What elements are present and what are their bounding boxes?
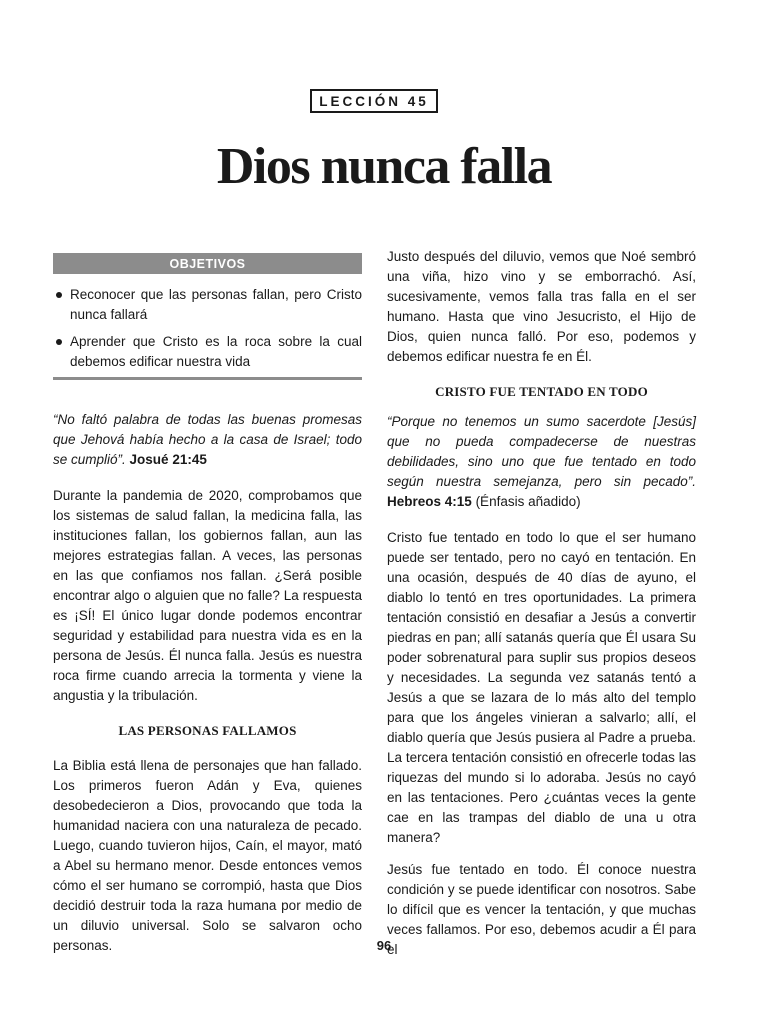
objectives-divider (53, 377, 362, 380)
objective-text: Aprender que Cristo es la roca sobre la cual debemos edificar nuestra vida (70, 334, 362, 369)
objective-item (53, 285, 362, 325)
verse-quote: “Porque no tenemos un sumo sacerdote [Jesús] que no pueda compadecerse de nuestras debilidades, sino uno que fue tentado en todo según nuestra semejanza, pero sin pecado”. (387, 414, 696, 489)
verse-block (387, 412, 696, 512)
verse-quote: “No faltó palabra de todas las buenas promesas que Jehová había hecho a la casa de Israel; todo se cumplió”. (53, 412, 362, 467)
left-column (53, 410, 362, 956)
verse-block (53, 410, 362, 470)
page-number: 96 (376, 938, 392, 953)
lesson-label: LECCIÓN 45 (310, 89, 438, 113)
verse-reference: Hebreos 4:15 (387, 494, 472, 509)
body-paragraph: La Biblia está llena de personajes que han fallado. Los primeros fueron Adán y Eva, quienes desobedecieron a Dios, provocando que toda la humanidad naciera con una naturaleza de pecado. Luego, cuando tuvieron hijos, Caín, el mayor, mató a Abel su hermano menor. Desde entonces vemos cómo el ser humano se corrompió, hasta que Dios decidió destruir toda la raza humana por medio de un diluvio universal. Solo se salvaron ocho personas. (53, 758, 362, 953)
objectives-list (53, 285, 362, 379)
objectives-heading: OBJETIVOS (53, 253, 362, 274)
right-column (387, 247, 696, 960)
body-paragraph: Justo después del diluvio, vemos que Noé sembró una viña, hizo vino y se emborrachó. Así, sucesivamente, vemos falla tras falla en el ser humano. Hasta que vino Jesucristo, el Hijo de Dios, quien nunca falló. Por eso, podemos y debemos edificar nuestra fe en Él. (387, 249, 696, 364)
bullet-icon (56, 339, 62, 345)
objective-text: Reconocer que las personas fallan, pero Cristo nunca fallará (70, 287, 362, 322)
objective-item (53, 332, 362, 372)
verse-note: (Énfasis añadido) (475, 494, 581, 509)
bullet-icon (56, 292, 62, 298)
body-paragraph: Cristo fue tentado en todo lo que el ser humano puede ser tentado, pero no cayó en tentación. En una ocasión, después de 40 días de ayuno, el diablo lo tentó en tres oportunidades. La primera tentación consistió en desafiar a Jesús a convertir piedras en pan; allí satanás quería que Él usara Su poder sobrenatural para suplir sus propios deseos y necesidades. La segunda vez satanás tentó a Jesús a que se lazara de lo más alto del templo para que los ángeles vinieran a salvarlo; allí, el diablo quería que Jesús pusiera al Padre a prueba. La tercera tentación consistió en ofrecerle todas las riquezas del mundo si lo adoraba. Jesús no cayó en las tentaciones. Pero ¿cuántas veces la gente cae en las trampas del diablo de una u otra manera? (387, 530, 696, 845)
body-paragraph: Durante la pandemia de 2020, comprobamos que los sistemas de salud fallan, la medicina falla, las instituciones fallan, los gobiernos fallan, aun las mejores estrategias fallan. A veces, las personas en las que confiamos nos fallan. ¿Será posible encontrar algo o alguien que no falle? La respuesta es ¡SÍ! El único lugar donde podemos encontrar seguridad y estabilidad para nuestra vida es en la persona de Jesús. Él nunca falla. Jesús es nuestra roca firme cuando arrecia la tormenta y viene la angustia y la tribulación. (53, 488, 362, 703)
section-heading: CRISTO FUE TENTADO EN TODO (435, 384, 648, 399)
verse-reference: Josué 21:45 (129, 452, 207, 467)
body-paragraph: Jesús fue tentado en todo. Él conoce nuestra condición y se puede identificar con nosotros. Sabe lo difícil que es vencer la tentación, y que muchas veces fallamos. Por eso, debemos acudir a Él para el (387, 862, 696, 957)
section-heading: LAS PERSONAS FALLAMOS (118, 723, 297, 738)
page-title: Dios nunca falla (216, 138, 552, 195)
